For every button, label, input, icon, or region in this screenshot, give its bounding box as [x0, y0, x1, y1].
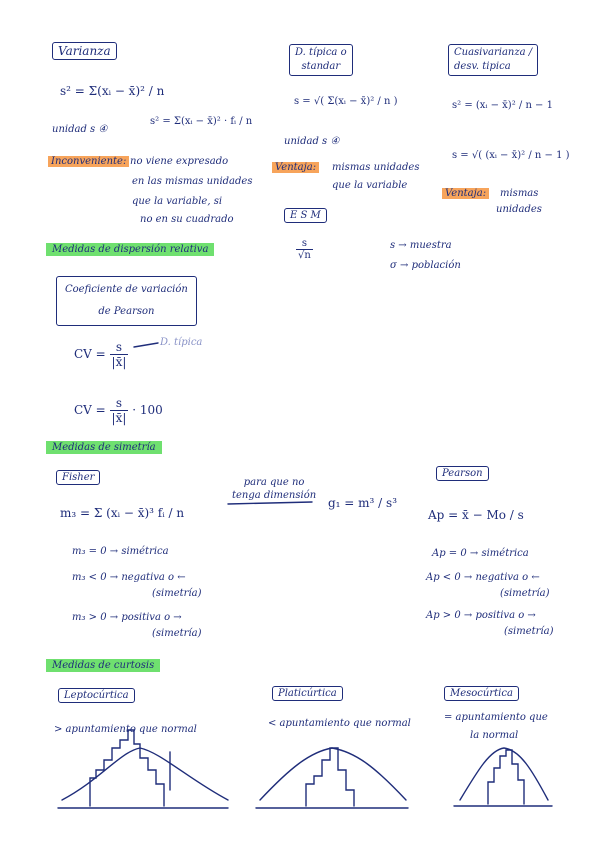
- pearson-item-1-note: (simetría): [500, 588, 550, 599]
- pearson-item-1: Ap < 0 → negativa o ←: [426, 572, 540, 583]
- ventaja-desviacion-line-1: mismas unidades: [332, 162, 420, 173]
- ventaja-label-desviacion: Ventaja:: [272, 162, 319, 173]
- meso-histogram: [488, 750, 524, 804]
- cv-note-dtipica: D. típica: [160, 337, 203, 348]
- leptocurtica-sketch: [58, 730, 228, 808]
- lepto-histogram: [90, 730, 164, 806]
- inconveniente-line-4: no en su cuadrado: [140, 214, 234, 225]
- inconveniente-line-2: en las mismas unidades: [132, 176, 253, 187]
- inconveniente-line-3: que la variable, si: [132, 196, 223, 207]
- section-heading-curtosis: Medidas de curtosis: [46, 660, 160, 671]
- esm-title: E S M: [284, 208, 327, 223]
- platicurtica-title: Platicúrtica: [272, 686, 343, 701]
- mesocurtica-sketch: [454, 748, 552, 806]
- fisher-item-2: m₃ > 0 → positiva o →: [72, 612, 182, 623]
- fisher-item-1: m₃ < 0 → negativa o ←: [72, 572, 186, 583]
- inconveniente-label: Inconveniente:: [48, 156, 129, 167]
- mesocurtica-title: Mesocúrtica: [444, 686, 519, 701]
- pearson-formula: Ap = x̄ − Mo / s: [428, 508, 524, 522]
- plati-histogram: [306, 748, 354, 806]
- pearson-title: Pearson: [436, 466, 489, 481]
- mesocurtica-desc-line-1: = apuntamiento que: [444, 712, 548, 723]
- varianza-formula: s² = Σ(xᵢ − x̄)² / n: [60, 84, 165, 98]
- esm-legend-poblacion: σ → población: [390, 260, 461, 271]
- ventaja-label-cuasi: Ventaja:: [442, 188, 489, 199]
- fisher-note: para que no tenga dimensión: [232, 477, 317, 501]
- esm-formula: $\frac{s}{√n}$: [298, 238, 311, 261]
- cuasidesviacion-formula: s = √( (xᵢ − x̄)² / n − 1 ): [452, 150, 570, 161]
- cv-note-arrow: [134, 343, 158, 347]
- coeficiente-variacion-box: Coeficiente de variación de Pearson: [56, 276, 197, 326]
- pearson-item-2: Ap > 0 → positiva o →: [426, 610, 536, 621]
- varianza-unidad: unidad s ④: [52, 124, 108, 135]
- leptocurtica-title: Leptocúrtica: [58, 688, 135, 703]
- fisher-formula: m₃ = Σ (xᵢ − x̄)³ fᵢ / n: [60, 506, 185, 520]
- desviacion-formula: s = √( Σ(xᵢ − x̄)² / n ): [294, 96, 398, 107]
- fisher-g1-formula: g₁ = m³ / s³: [328, 496, 398, 510]
- desviacion-title: D. típica o standar: [289, 44, 353, 76]
- platicurtica-desc: < apuntamiento que normal: [268, 718, 411, 729]
- cuasivarianza-title: Cuasivarianza / desv. tipica: [448, 44, 538, 76]
- pearson-item-0: Ap = 0 → simétrica: [432, 548, 529, 559]
- fisher-item-1-note: (simetría): [152, 588, 202, 599]
- cv-formula-1: CV = $\frac{s}{|x̄|}$: [74, 340, 127, 369]
- mesocurtica-desc-line-2: la normal: [470, 730, 519, 741]
- fisher-item-2-note: (simetría): [152, 628, 202, 639]
- cv-formula-2: CV = $\frac{s}{|x̄|}$ · 100: [74, 396, 163, 425]
- ventaja-cuasi-line-2: unidades: [496, 204, 542, 215]
- section-heading-dispersion-relativa: Medidas de dispersión relativa: [46, 244, 214, 255]
- pearson-item-2-note: (simetría): [504, 626, 554, 637]
- cuasivarianza-formula: s² = (xᵢ − x̄)² / n − 1: [452, 100, 553, 111]
- inconveniente-line-1: no viene expresado: [130, 156, 229, 167]
- fisher-title: Fisher: [56, 470, 100, 485]
- varianza-title: Varianza: [52, 42, 117, 60]
- ventaja-desviacion-line-2: que la variable: [332, 180, 408, 191]
- leptocurtica-desc: > apuntamiento que normal: [54, 724, 197, 735]
- varianza-formula-frecuencias: s² = Σ(xᵢ − x̄)² · fᵢ / n: [150, 116, 253, 127]
- ventaja-cuasi-line-1: mismas: [500, 188, 539, 199]
- section-heading-simetria: Medidas de simetría: [46, 442, 162, 453]
- fisher-item-0: m₃ = 0 → simétrica: [72, 546, 169, 557]
- desviacion-unidad: unidad s ④: [284, 136, 340, 147]
- fisher-note-underline: [228, 502, 312, 504]
- platicurtica-sketch: [256, 748, 408, 808]
- plati-normal-curve: [260, 748, 406, 800]
- esm-legend-muestra: s → muestra: [390, 240, 452, 251]
- lepto-normal-curve: [62, 748, 228, 800]
